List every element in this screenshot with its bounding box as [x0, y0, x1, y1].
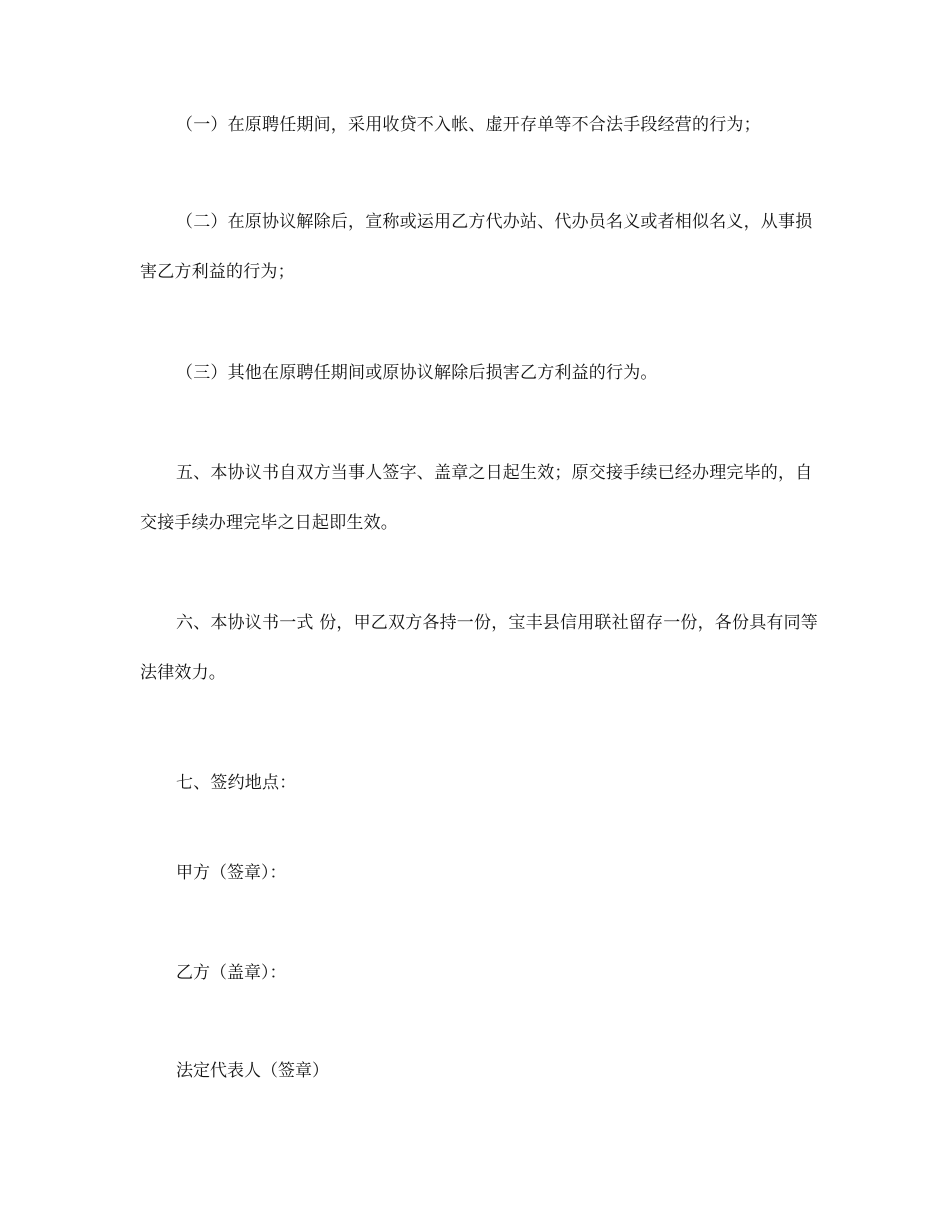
clause-item-2: （二）在原协议解除后，宣称或运用乙方代办站、代办员名义或者相似名义，从事损害乙方利益的行为； — [140, 212, 813, 282]
party-a-signature-line: 甲方（签章）： — [176, 863, 287, 883]
legal-representative-signature-line: 法定代表人（签章） — [176, 1061, 329, 1081]
party-b-seal-line: 乙方（盖章）： — [176, 963, 287, 983]
clause-item-3: （三）其他在原聘任期间或原协议解除后损害乙方利益的行为。 — [176, 363, 658, 383]
clause-effective-date: 五、本协议书自双方当事人签字、盖章之日起生效；原交接手续已经办理完毕的，自交接手续办理完毕之日起即生效。 — [140, 463, 813, 533]
clause-signing-place: 七、签约地点： — [176, 773, 297, 793]
clause-item-1: （一）在原聘任期间，采用收贷不入帐、虚开存单等不合法手段经营的行为； — [176, 115, 761, 135]
clause-copies: 六、本协议书一式 份，甲乙双方各持一份，宝丰县信用联社留存一份，各份具有同等法律效力。 — [140, 613, 819, 683]
